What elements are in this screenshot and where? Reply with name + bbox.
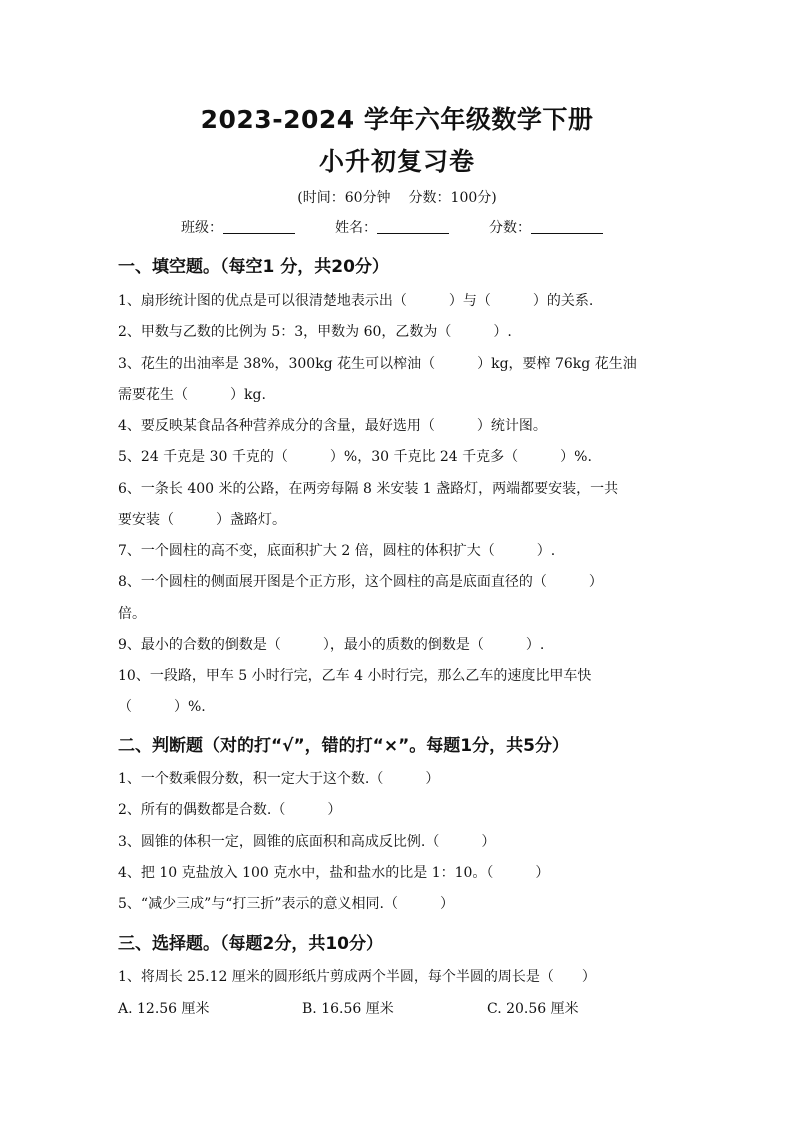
question-line: 4、把 10 克盐放入 100 克水中，盐和盐水的比是 1：10。（ ） (118, 865, 550, 881)
exam-title: 2023-2024 学年六年级数学下册 (200, 105, 594, 134)
question-line: 1、一个数乘假分数，积一定大于这个数.（ ） (118, 771, 440, 787)
question-line: 10、一段路，甲车 5 小时行完，乙车 4 小时行完，那么乙车的速度比甲车快 (118, 668, 592, 684)
question-line: 5、“减少三成”与“打三折”表示的意义相同.（ ） (118, 896, 454, 912)
question-line: 3、圆锥的体积一定，圆锥的底面积和高成反比例.（ ） (118, 834, 496, 850)
question-line: 要安装（ ）盏路灯。 (118, 512, 286, 528)
score-blank[interactable] (531, 219, 603, 234)
question-line: 需要花生（ ）kg. (118, 387, 266, 403)
exam-time-score (0, 187, 794, 207)
option-b: B. 16.56 厘米 (302, 1001, 394, 1017)
question-line: 1、扇形统计图的优点是可以很清楚地表示出（ ）与（ ）的关系. (118, 293, 594, 309)
question-line: （ ）%. (118, 699, 206, 715)
question-line: 2、甲数与乙数的比例为 5：3，甲数为 60，乙数为（ ）. (118, 324, 512, 340)
class-blank[interactable] (223, 219, 295, 234)
class-label: 班级： (181, 220, 223, 236)
name-label: 姓名： (335, 220, 377, 236)
question-line: 6、一条长 400 米的公路，在两旁每隔 8 米安装 1 盏路灯，两端都要安装，一共 (118, 481, 619, 497)
option-c: C. 20.56 厘米 (487, 1001, 579, 1017)
option-a: A. 12.56 厘米 (118, 1001, 210, 1017)
question-line: 1、将周长 25.12 厘米的圆形纸片剪成两个半圆，每个半圆的周长是（ ） (118, 969, 596, 985)
score-label: 分数： (489, 220, 531, 236)
section-true-false-heading: 二、判断题（对的打“√”，错的打“×”。每题1分，共5分） (118, 736, 569, 756)
exam-subtitle: 小升初复习卷 (318, 147, 475, 176)
question-line: 8、一个圆柱的侧面展开图是个正方形，这个圆柱的高是底面直径的（ ） (118, 574, 603, 590)
question-line: 7、一个圆柱的高不变，底面积扩大 2 倍，圆柱的体积扩大（ ）. (118, 543, 556, 559)
question-line: 倍。 (118, 606, 146, 622)
section-multiple-choice-heading: 三、选择题。（每题2分，共10分） (118, 934, 383, 954)
exam-total-score: 分数：100分) (408, 190, 497, 206)
name-blank[interactable] (377, 219, 449, 234)
exam-time: (时间：60分钟 (297, 190, 391, 206)
question-line: 5、24 千克是 30 千克的（ ）%，30 千克比 24 千克多（ ）%. (118, 449, 592, 465)
student-info (181, 217, 603, 237)
question-line: 3、花生的出油率是 38%，300kg 花生可以榨油（ ）kg，要榨 76kg 花生油 (118, 356, 637, 372)
question-line: 2、所有的偶数都是合数.（ ） (118, 802, 342, 818)
question-line: 9、最小的合数的倒数是（ ），最小的质数的倒数是（ ）. (118, 637, 545, 653)
section-fill-blank-heading: 一、填空题。（每空1 分，共20分） (118, 257, 389, 277)
question-line: 4、要反映某食品各种营养成分的含量，最好选用（ ）统计图。 (118, 418, 547, 434)
